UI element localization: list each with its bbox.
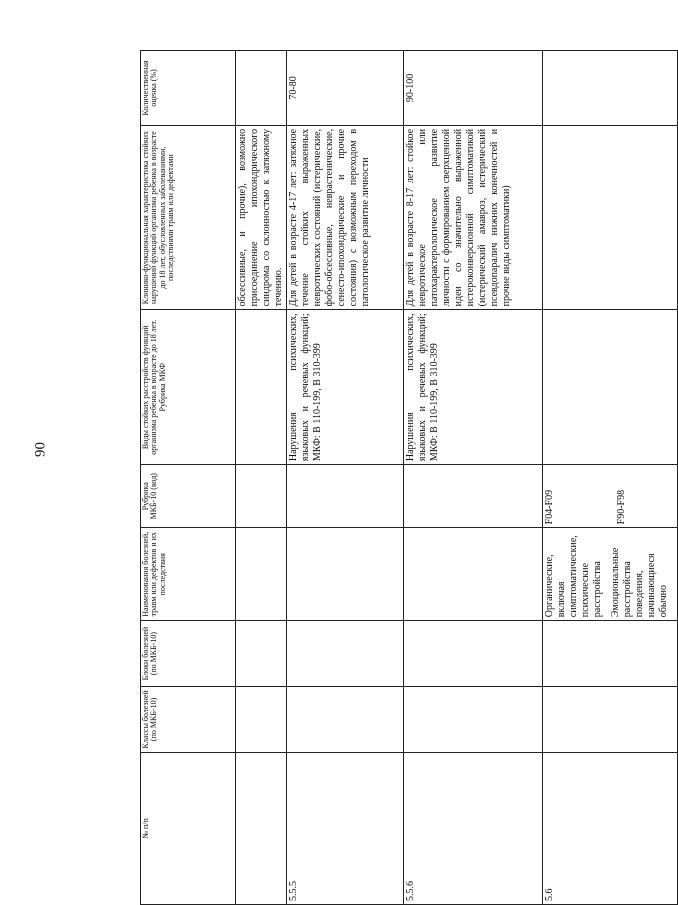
cell-names bbox=[404, 528, 543, 621]
table-row bbox=[236, 51, 287, 905]
table-header-row bbox=[141, 51, 236, 905]
cell-classes bbox=[287, 687, 404, 753]
cell-num: 5.6 bbox=[543, 752, 678, 904]
header-num: № п/п bbox=[141, 752, 236, 904]
page-number: 90 bbox=[32, 442, 49, 457]
header-quantity: Количественная оценка (%) bbox=[141, 51, 236, 126]
cell-quantity bbox=[543, 51, 678, 126]
cell-blocks bbox=[236, 621, 287, 687]
cell-num: 5.5.6 bbox=[404, 752, 543, 904]
disease-name-emotional: Эмоциональные расстройства поведения, начинающиеся обычно bbox=[610, 547, 669, 618]
cell-clinical: Для детей в возрасте 4-17 лет: затяжное течение стойких выраженных невротических состояний (истерические, фобо-обсессивные, неврастенические, сенесто-ипохондрические и прочие состояния) с возможным переходом в патологическое развитие личности bbox=[287, 125, 404, 309]
cell-names bbox=[236, 528, 287, 621]
cell-classes bbox=[404, 687, 543, 753]
cell-rubric bbox=[404, 465, 543, 528]
table-row bbox=[404, 51, 543, 905]
cell-blocks bbox=[404, 621, 543, 687]
cell-rubric bbox=[543, 465, 678, 528]
header-classes: Классы болезней (по МКБ-10) bbox=[141, 687, 236, 753]
rubric-code-spacer bbox=[556, 468, 616, 524]
rubric-code-emotional: F90-F98 bbox=[616, 489, 627, 525]
header-clinical: Клинико-функциональная характеристика стойких нарушений функций организма ребенка в возрасте до 18 лет, обусловленных заболеваниями, последствиями травм или дефектами bbox=[141, 125, 236, 309]
disease-name-organic: Органические, включая симптоматические, психические расстройства bbox=[544, 535, 603, 618]
cell-types bbox=[236, 310, 287, 465]
cell-clinical: обсессивные, и прочие), возможно присоединение ипохондрического синдрома со склонностью к затяжному течению. bbox=[236, 125, 287, 309]
cell-classes bbox=[236, 687, 287, 753]
cell-clinical: Для детей в возрасте 8-17 лет: стойкое невротическое или патохарактерологическое развитие личности с формированием сверхценной идеи со значительно выраженной истероконверсионной симптоматикой (истерический амавроз, истерический псевдопаралич нижних конечностей и прочие виды симптоматики) bbox=[404, 125, 543, 309]
cell-names bbox=[287, 528, 404, 621]
cell-num: 5.5.5 bbox=[287, 752, 404, 904]
header-blocks: Блоки болезней (по МКБ-10) bbox=[141, 621, 236, 687]
table-row bbox=[287, 51, 404, 905]
disability-criteria-table-sheet bbox=[140, 50, 669, 905]
header-types: Виды стойких расстройств функций организма ребенка в возрасте до 18 лет. Рубрика МКФ bbox=[141, 310, 236, 465]
header-names: Наименования болезней, травм или дефектов и их последствия bbox=[141, 528, 236, 621]
cell-types: Нарушения психических, языковых и речевых функций; МКФ: B 110-199, B 310-399 bbox=[404, 310, 543, 465]
rubric-code-organic: F04-F09 bbox=[544, 489, 555, 525]
cell-types bbox=[543, 310, 678, 465]
cell-quantity: 70-80 bbox=[287, 51, 404, 126]
cell-rubric bbox=[236, 465, 287, 528]
disability-criteria-table bbox=[140, 50, 678, 905]
cell-blocks bbox=[287, 621, 404, 687]
cell-quantity: 90-100 bbox=[404, 51, 543, 126]
cell-rubric bbox=[287, 465, 404, 528]
table-row bbox=[543, 51, 678, 905]
cell-classes bbox=[543, 687, 678, 753]
cell-blocks bbox=[543, 621, 678, 687]
cell-clinical bbox=[543, 125, 678, 309]
cell-num bbox=[236, 752, 287, 904]
cell-names bbox=[543, 528, 678, 621]
cell-types: Нарушения психических, языковых и речевых функций; МКФ: B 110-199, B 310-399 bbox=[287, 310, 404, 465]
cell-quantity bbox=[236, 51, 287, 126]
header-rubric: Рубрика МКБ-10 (код) bbox=[141, 465, 236, 528]
